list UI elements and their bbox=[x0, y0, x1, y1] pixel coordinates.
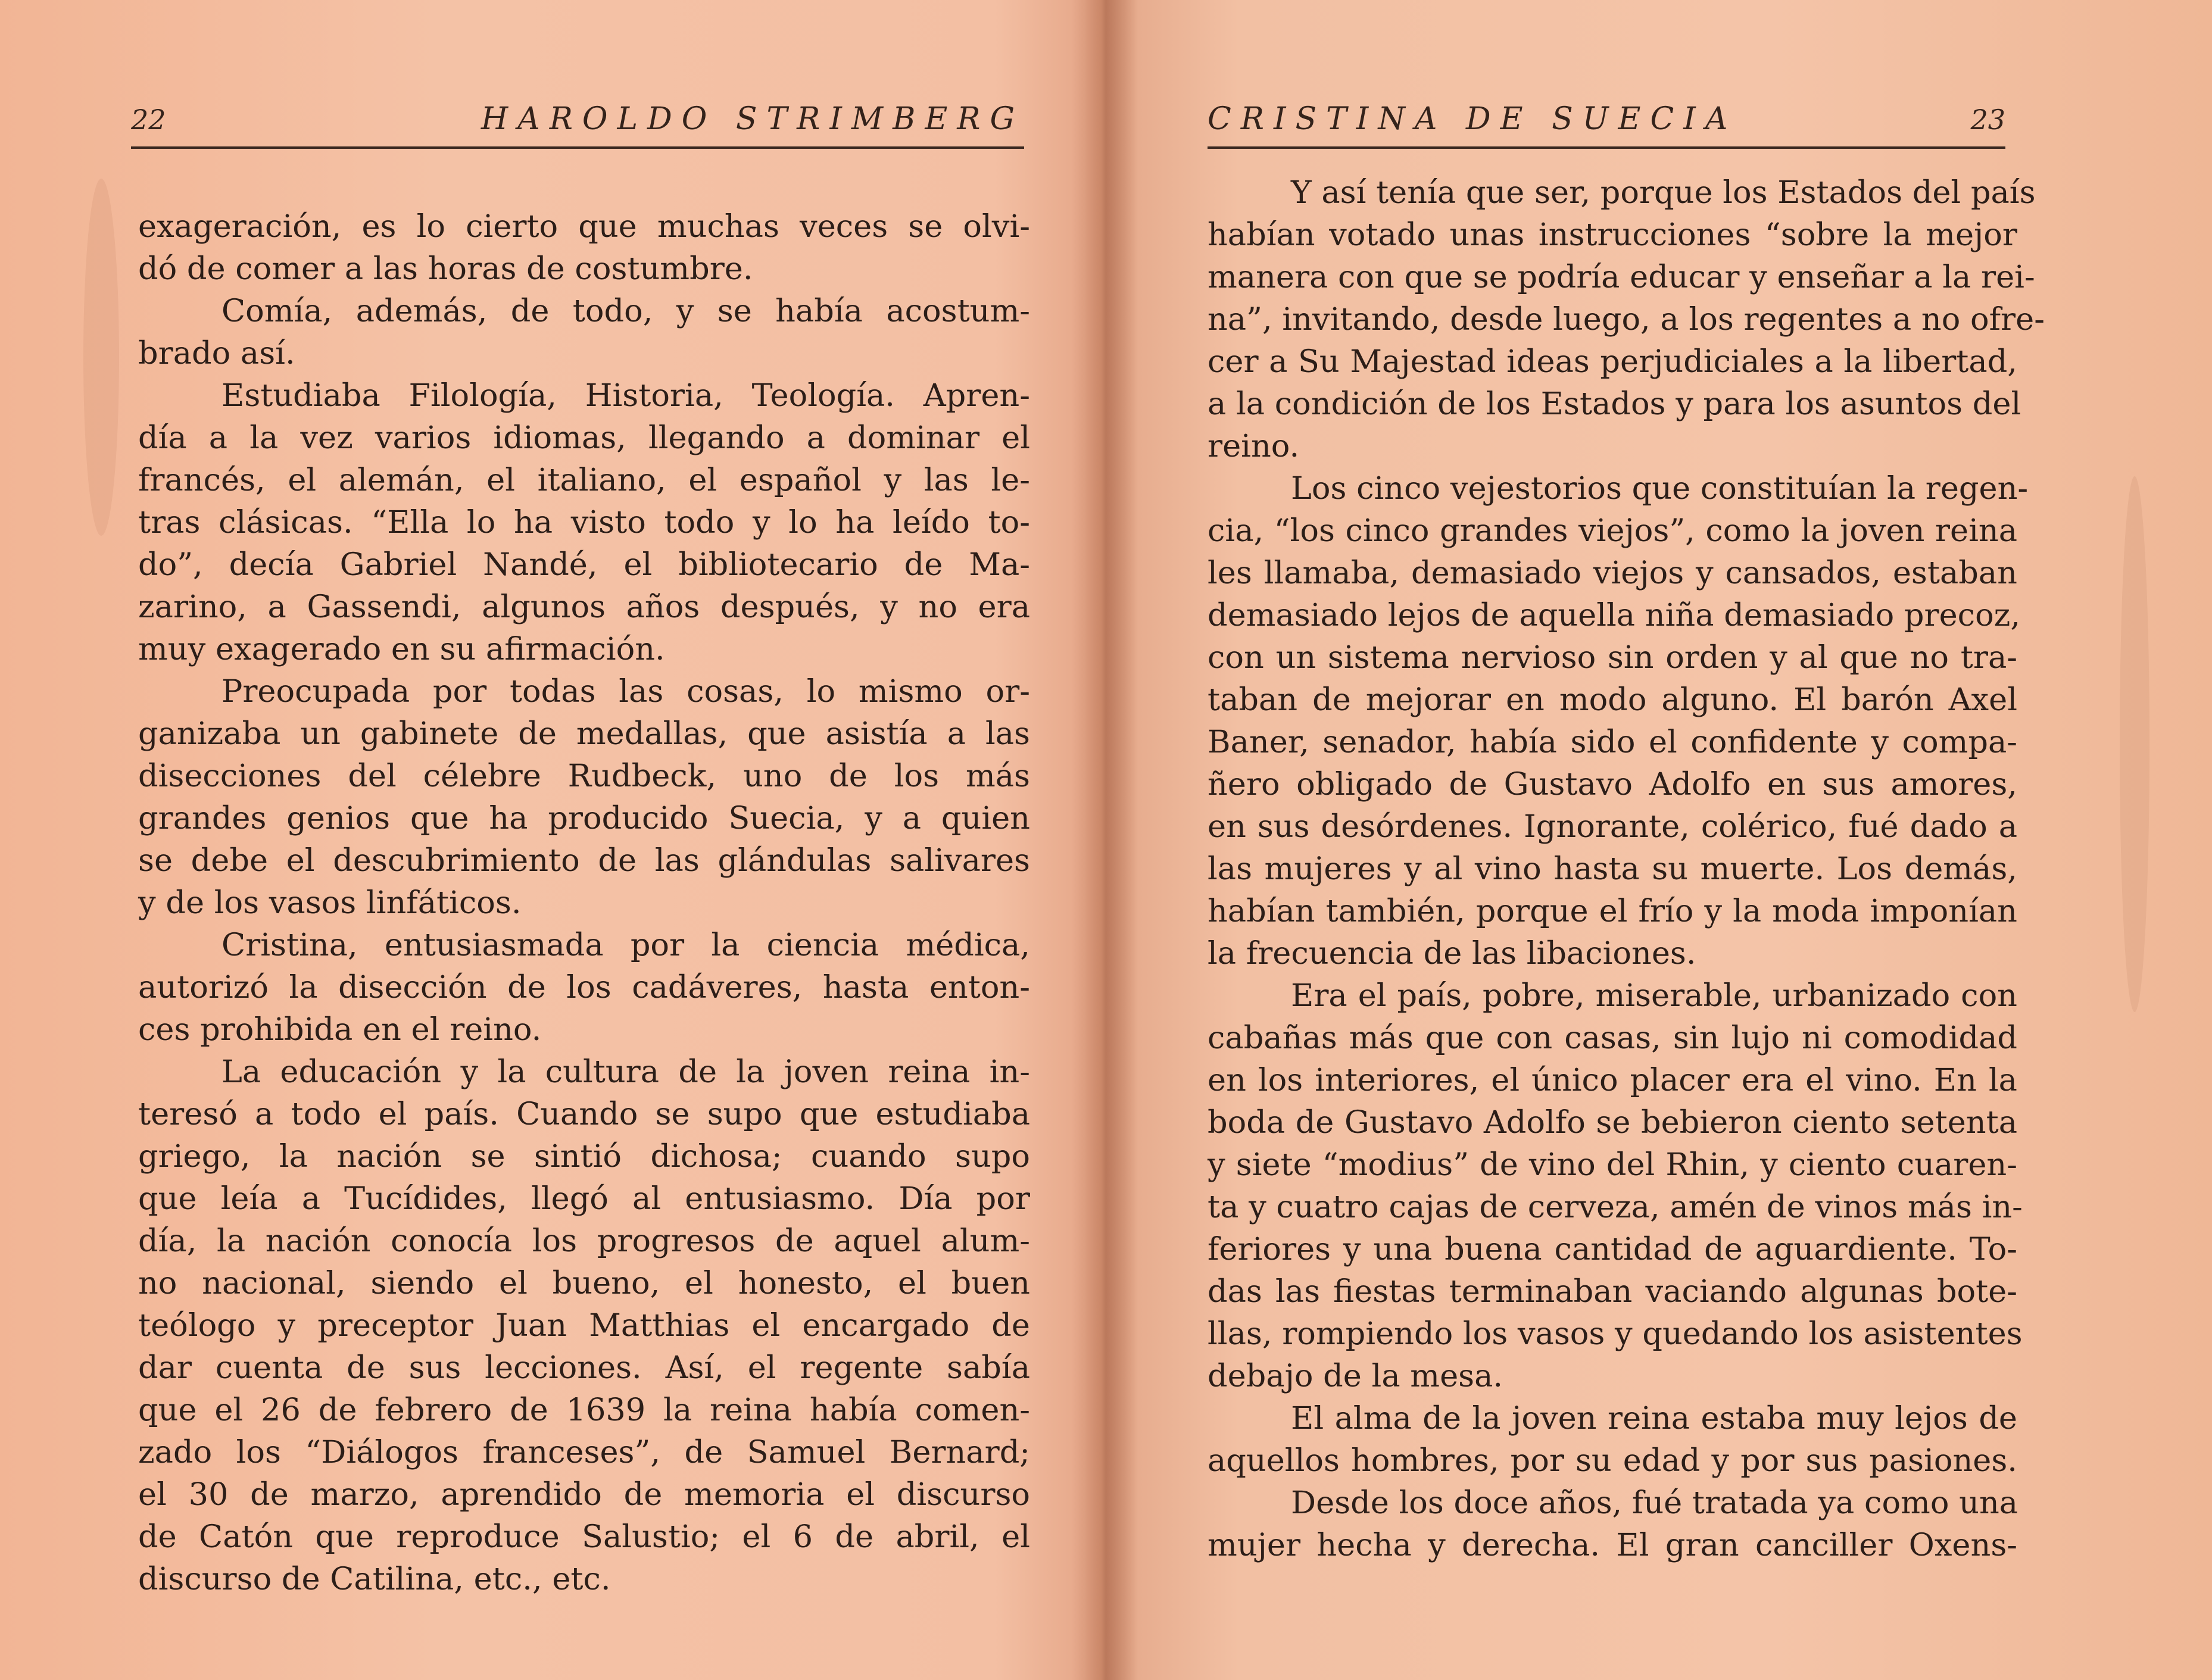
text-line: mujer hecha y derecha. El gran canciller Oxens- bbox=[1208, 1527, 2017, 1563]
text-line: habían también, porque el frío y la moda imponían bbox=[1208, 893, 2017, 929]
text-line: La educación y la cultura de la joven reina in- bbox=[221, 1054, 1030, 1090]
left-page-header bbox=[131, 77, 1024, 149]
text-line: Era el país, pobre, miserable, urbanizado con bbox=[1291, 978, 2017, 1014]
text-line: ces prohibida en el reino. bbox=[138, 1011, 542, 1048]
text-line: na”, invitando, desde luego, a los regentes a no ofre- bbox=[1208, 301, 2045, 338]
text-line: día, la nación conocía los progresos de aquel alum- bbox=[138, 1223, 1030, 1259]
text-line: debajo de la mesa. bbox=[1208, 1358, 1503, 1394]
text-line: do”, decía Gabriel Nandé, el bibliotecario de Ma- bbox=[138, 547, 1030, 583]
text-line: taban de mejorar en modo alguno. El barón Axel bbox=[1208, 682, 2017, 718]
text-line: y de los vasos linfáticos. bbox=[138, 885, 522, 921]
running-head-author: HAROLDO STRIMBERG bbox=[481, 101, 1024, 137]
text-line: dar cuenta de sus lecciones. Así, el regente sabía bbox=[138, 1350, 1030, 1386]
text-line: grandes genios que ha producido Suecia, y a quien bbox=[138, 800, 1030, 836]
text-line: exageración, es lo cierto que muchas veces se olvi- bbox=[138, 208, 1030, 245]
text-line: a la condición de los Estados y para los asuntos del bbox=[1208, 386, 2021, 422]
text-line: manera con que se podría educar y enseñar a la rei- bbox=[1208, 259, 2035, 295]
text-line: dó de comer a las horas de costumbre. bbox=[138, 251, 753, 287]
text-line: Cristina, entusiasmada por la ciencia médica, bbox=[221, 927, 1030, 963]
text-line: zarino, a Gassendi, algunos años después, y no era bbox=[138, 589, 1030, 625]
text-line: ta y cuatro cajas de cerveza, amén de vinos más in- bbox=[1208, 1189, 2023, 1225]
text-line: demasiado lejos de aquella niña demasiado precoz, bbox=[1208, 597, 2021, 633]
text-line: habían votado unas instrucciones “sobre la mejor bbox=[1208, 217, 2017, 253]
text-line: Estudiaba Filología, Historia, Teología. Apren- bbox=[221, 377, 1030, 414]
text-line: que el 26 de febrero de 1639 la reina había comen- bbox=[138, 1392, 1030, 1428]
text-line: cabañas más que con casas, sin lujo ni comodidad bbox=[1208, 1020, 2017, 1056]
text-line: boda de Gustavo Adolfo se bebieron ciento setenta bbox=[1208, 1104, 2017, 1141]
text-line: de Catón que reproduce Salustio; el 6 de abril, el bbox=[138, 1519, 1030, 1555]
text-line: aquellos hombres, por su edad y por sus pasiones. bbox=[1208, 1442, 2017, 1479]
text-line: la frecuencia de las libaciones. bbox=[1208, 935, 1696, 972]
header-rule bbox=[1208, 146, 2005, 149]
text-line: llas, rompiendo los vasos y quedando los asistentes bbox=[1208, 1316, 2023, 1352]
text-line: el 30 de marzo, aprendido de memoria el discurso bbox=[138, 1476, 1030, 1513]
text-line: das las fiestas terminaban vaciando algunas bote- bbox=[1208, 1273, 2017, 1310]
header-rule bbox=[131, 146, 1024, 149]
text-line: se debe el descubrimiento de las glándulas salivares bbox=[138, 842, 1030, 879]
text-line: Baner, senador, había sido el confidente y compa- bbox=[1208, 724, 2017, 760]
text-line: con un sistema nervioso sin orden y al que no tra- bbox=[1208, 639, 2017, 676]
text-line: día a la vez varios idiomas, llegando a dominar el bbox=[138, 420, 1030, 456]
text-line: teólogo y preceptor Juan Matthias el encargado de bbox=[138, 1307, 1030, 1344]
text-line: muy exagerado en su afirmación. bbox=[138, 631, 665, 667]
page-number: 22 bbox=[131, 104, 166, 136]
text-line: autorizó la disección de los cadáveres, hasta enton- bbox=[138, 969, 1030, 1005]
text-line: las mujeres y al vino hasta su muerte. Los demás, bbox=[1208, 851, 2017, 887]
text-line: no nacional, siendo el bueno, el honesto, el buen bbox=[138, 1265, 1030, 1301]
text-line: Preocupada por todas las cosas, lo mismo or- bbox=[221, 673, 1030, 710]
text-line: tras clásicas. “Ella lo ha visto todo y lo ha leído to- bbox=[138, 504, 1030, 541]
running-head-title: CRISTINA DE SUECIA bbox=[1208, 101, 1737, 137]
text-line: y siete “modius” de vino del Rhin, y ciento cuaren- bbox=[1208, 1147, 2017, 1183]
text-line: cer a Su Majestad ideas perjudiciales a la libertad, bbox=[1208, 344, 2017, 380]
text-line: cia, “los cinco grandes viejos”, como la joven reina bbox=[1208, 513, 2017, 549]
text-line: brado así. bbox=[138, 335, 295, 371]
text-line: Desde los doce años, fué tratada ya como una bbox=[1291, 1485, 2018, 1521]
right-page bbox=[1106, 0, 2212, 1680]
text-line: griego, la nación se sintió dichosa; cuando supo bbox=[138, 1138, 1030, 1175]
text-line: que leía a Tucídides, llegó al entusiasmo. Día por bbox=[138, 1181, 1030, 1217]
text-line: francés, el alemán, el italiano, el español y las le- bbox=[138, 462, 1030, 498]
text-line: zado los “Diálogos franceses”, de Samuel Bernard; bbox=[138, 1434, 1030, 1470]
left-page-body-text bbox=[138, 205, 1030, 1600]
text-line: Comía, además, de todo, y se había acostum- bbox=[221, 293, 1030, 329]
text-line: en sus desórdenes. Ignorante, colérico, fué dado a bbox=[1208, 808, 2017, 845]
text-line: ñero obligado de Gustavo Adolfo en sus amores, bbox=[1208, 766, 2017, 802]
text-line: ganizaba un gabinete de medallas, que asistía a las bbox=[138, 716, 1030, 752]
text-line: Y así tenía que ser, porque los Estados del país bbox=[1291, 174, 2036, 211]
right-page-header bbox=[1208, 77, 2005, 149]
text-line: teresó a todo el país. Cuando se supo que estudiaba bbox=[138, 1096, 1030, 1132]
right-page-body-text bbox=[1208, 171, 2045, 1566]
text-line: reino. bbox=[1208, 428, 1300, 464]
text-line: feriores y una buena cantidad de aguardiente. To- bbox=[1208, 1231, 2017, 1267]
text-line: discurso de Catilina, etc., etc. bbox=[138, 1561, 611, 1597]
text-line: Los cinco vejestorios que constituían la regen- bbox=[1291, 470, 2029, 507]
text-line: en los interiores, el único placer era el vino. En la bbox=[1208, 1062, 2017, 1098]
text-line: disecciones del célebre Rudbeck, uno de los más bbox=[138, 758, 1030, 794]
text-line: El alma de la joven reina estaba muy lejos de bbox=[1291, 1400, 2017, 1437]
page-number: 23 bbox=[1970, 104, 2005, 136]
text-line: les llamaba, demasiado viejos y cansados, estaban bbox=[1208, 555, 2017, 591]
